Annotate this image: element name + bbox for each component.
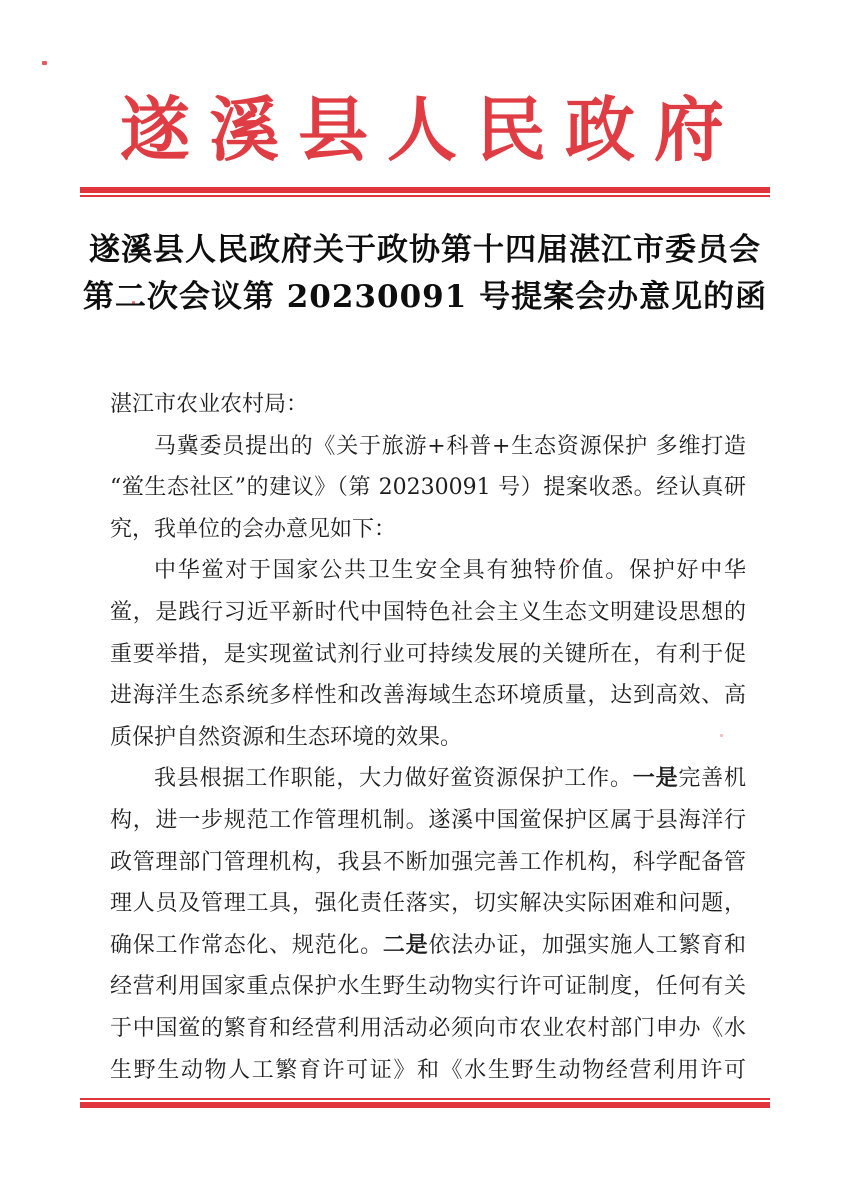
- body-text: 完善机: [678, 766, 746, 792]
- body-text: 鲎，是践行习近平新时代中国特色社会主义生态文明建设思想的: [110, 599, 746, 625]
- scan-speck: [42, 61, 47, 65]
- document-title-line-2: 第二次会议第 20230091 号提案会办意见的函: [82, 279, 768, 315]
- body-text: 依法办证，加强实施人工繁育和: [428, 932, 746, 958]
- body-text: 究，我单位的会办意见如下：: [110, 516, 397, 542]
- body-lines: [110, 426, 746, 1092]
- body-line: [110, 675, 746, 717]
- body-line: [110, 550, 746, 592]
- letterhead-divider-rule: [80, 187, 770, 197]
- body-line: [110, 1050, 746, 1092]
- body-line: [110, 592, 746, 634]
- body-line: [110, 1008, 746, 1050]
- footer-divider-rule: [80, 1098, 770, 1108]
- document-title: [60, 227, 790, 321]
- body-text: 质保护自然资源和生态环境的效果。: [110, 724, 463, 750]
- body-text: 理人员及管理工具，强化责任落实，切实解决实际困难和问题，: [110, 891, 746, 917]
- body-text: 于中国鲎的繁育和经营利用活动必须向市农业农村部门申办《水: [110, 1015, 746, 1041]
- body-text: 经营利用国家重点保护水生野生动物实行许可证制度，任何有关: [110, 974, 746, 1000]
- body-line: [110, 758, 746, 800]
- recipient-line: 湛江市农业农村局：: [110, 392, 309, 417]
- body-line: [110, 966, 746, 1008]
- body-line: [110, 634, 746, 676]
- body-text: 中华鲎对于国家公共卫生安全具有独特价值。保护好中华: [154, 558, 746, 584]
- body-line: [110, 883, 746, 925]
- body-line: [110, 467, 746, 509]
- letter-body: [110, 384, 746, 1091]
- body-text: 我县根据工作职能，大力做好鲎资源保护工作。: [154, 766, 633, 792]
- body-text: 马冀委员提出的《关于旅游+科普+生态资源保护 多维打造: [154, 433, 746, 459]
- body-line: [110, 717, 746, 759]
- body-line: [110, 800, 746, 842]
- emphasis-text: 二是: [382, 931, 429, 958]
- body-text: 重要举措，是实现鲎试剂行业可持续发展的关键所在，有利于促: [110, 641, 746, 667]
- body-line: [110, 925, 746, 967]
- body-text: 政管理部门管理机构，我县不断加强完善工作机构，科学配备管: [110, 849, 746, 875]
- body-text: 构，进一步规范工作管理机制。遂溪中国鲎保护区属于县海洋行: [110, 807, 746, 833]
- body-text: 生野生动物人工繁育许可证》和《水生野生动物经营利用许可: [110, 1057, 746, 1083]
- body-text: 确保工作常态化、规范化。: [110, 932, 383, 958]
- body-line: [110, 842, 746, 884]
- emphasis-text: 一是: [632, 765, 679, 792]
- document-title-line-1: 遂溪县人民政府关于政协第十四届湛江市委员会: [89, 232, 761, 268]
- body-text: “鲎生态社区”的建议》（第 20230091 号）提案收悉。经认真研: [110, 475, 746, 501]
- body-text: 进海洋生态系统多样性和改善海域生态环境质量，达到高效、高: [110, 683, 746, 709]
- body-line: [110, 509, 746, 551]
- body-line: [110, 426, 746, 468]
- divider-thick-line: [80, 1102, 770, 1108]
- letterhead-agency-name: 遂溪县人民政府: [120, 88, 724, 171]
- divider-thin-line: [80, 195, 770, 197]
